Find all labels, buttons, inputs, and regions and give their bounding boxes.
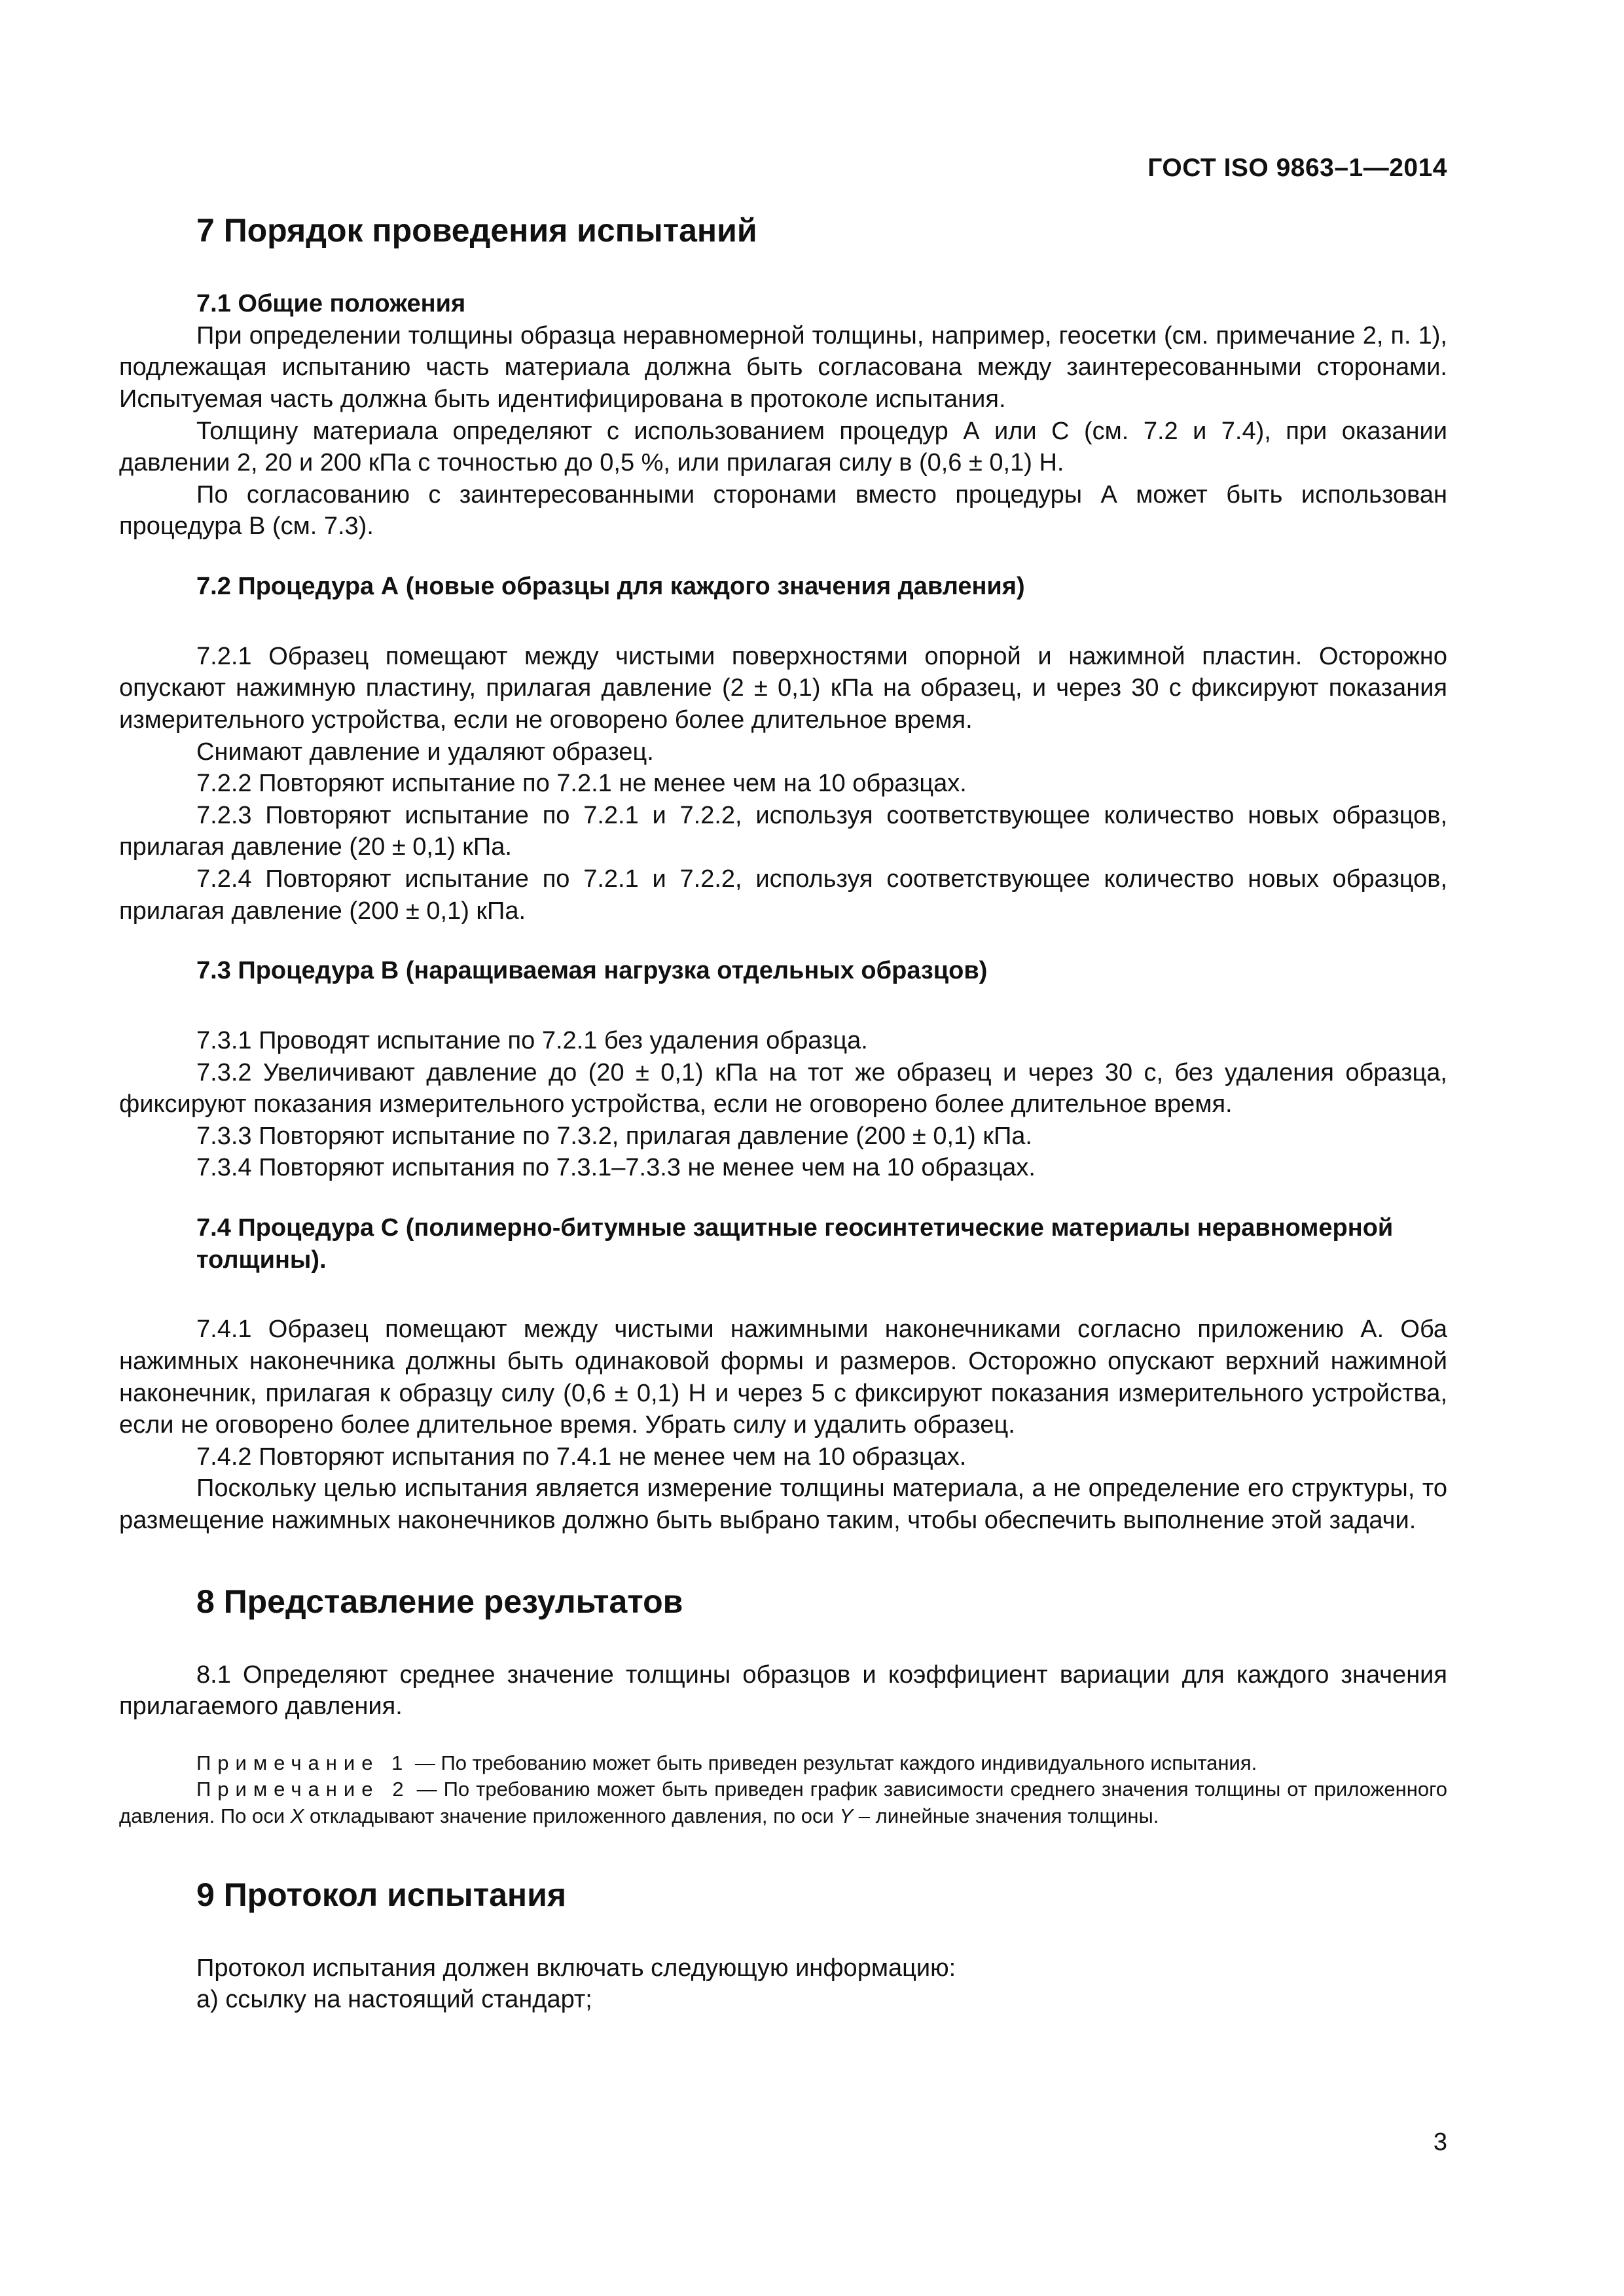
note-2-axis-y: Y <box>839 1804 854 1828</box>
section-9-paragraph-1: Протокол испытания должен включать следующую информацию: <box>196 1954 956 1982</box>
section-7-2-paragraph-5: 7.2.4 Повторяют испытание по 7.2.1 и 7.2.2, используя соответствующее количество новых образцов, прилагая давление (200 ± 0,1) кПа. <box>119 865 1447 925</box>
section-7-4-paragraph-1: 7.4.1 Образец помещают между чистыми нажимными наконечниками согласно приложению А. Оба нажимных наконечника должны быть одинаковой формы и размеров. Осторожно опускают верхний нажимной наконечник, прилагая к образцу силу (0,6 ± 0,1) Н и через 5 с фиксируют показания измерительного устройства, если не оговорено более длительное время. Убрать силу и удалить образец. <box>119 1316 1447 1439</box>
section-7-2-paragraph-3: 7.2.2 Повторяют испытание по 7.2.1 не менее чем на 10 образцах. <box>196 770 967 798</box>
note-1-label: Примечание 1 <box>196 1751 410 1774</box>
section-8-title: 8 Представление результатов <box>196 1583 683 1620</box>
section-7-2-paragraph-4: 7.2.3 Повторяют испытание по 7.2.1 и 7.2.2, используя соответствующее количество новых образцов, прилагая давление (20 ± 0,1) кПа. <box>119 801 1447 861</box>
section-7-2-title: 7.2 Процедура А (новые образцы для каждого значения давления) <box>196 573 1025 600</box>
note-2-text-b: откладывают значение приложенного давления, по оси <box>304 1804 840 1828</box>
section-7-2-paragraph-1: 7.2.1 Образец помещают между чистыми поверхностями опорной и нажимной пластин. Осторожно опускают нажимную пластину, прилагая давление (2 ± 0,1) кПа на образец, и через 30 с фиксируют показания измерительного устройства, если не оговорено более длительное время. <box>119 642 1447 734</box>
section-7-title: 7 Порядок проведения испытаний <box>196 212 757 249</box>
note-2-label: Примечание 2 <box>196 1778 410 1801</box>
section-7-1-paragraph-3: По согласованию с заинтересованными сторонами вместо процедуры А может быть использован процедура В (см. 7.3). <box>119 480 1447 541</box>
note-2-axis-x: X <box>290 1804 304 1828</box>
section-7-1-paragraph-2: Толщину материала определяют с использованием процедур А или С (см. 7.2 и 7.4), при оказании давлении 2, 20 и 200 кПа с точностью до 0,5 %, или прилагая силу в (0,6 ± 0,1) Н. <box>119 417 1447 477</box>
section-7-3-paragraph-4: 7.3.4 Повторяют испытания по 7.3.1–7.3.3 не менее чем на 10 образцах. <box>196 1154 1036 1182</box>
section-7-3-title: 7.3 Процедура В (наращиваемая нагрузка отдельных образцов) <box>196 957 988 985</box>
note-2 <box>119 1776 1447 1829</box>
section-7-1-paragraph-1: При определении толщины образца неравномерной толщины, например, геосетки (см. примечание 2, п. 1), подлежащая испытанию часть материала должна быть согласована между заинтересованными сторонами. Испытуемая часть должна быть идентифицирована в протоколе испытания. <box>119 321 1447 413</box>
section-7-2-paragraph-2: Снимают давление и удаляют образец. <box>196 738 654 766</box>
document-code: ГОСТ ISO 9863–1—2014 <box>1147 154 1447 182</box>
note-2-text-a: — По требованию может быть приведен график зависимости среднего значения толщины от приложенного давления. По оси <box>119 1778 1448 1828</box>
section-7-4-paragraph-3: Поскольку целью испытания является измерение толщины материала, а не определение его структуры, то размещение нажимных наконечников должно быть выбрано таким, чтобы обеспечить выполнение этой задачи. <box>119 1475 1447 1534</box>
section-7-1-title: 7.1 Общие положения <box>196 290 466 317</box>
page-content <box>119 213 1447 2016</box>
page-number: 3 <box>1433 2128 1447 2156</box>
section-7-4-title: 7.4 Процедура С (полимерно-битумные защитные геосинтетические материалы неравномерной толщины). <box>196 1214 1394 1274</box>
note-2-text-c: – линейные значения толщины. <box>853 1804 1159 1828</box>
section-7-4-paragraph-2: 7.4.2 Повторяют испытания по 7.4.1 не менее чем на 10 образцах. <box>196 1443 967 1471</box>
section-9-title: 9 Протокол испытания <box>196 1876 567 1913</box>
section-9-item-a: а) ссылку на настоящий стандарт; <box>196 1986 592 2014</box>
section-7-3-paragraph-3: 7.3.3 Повторяют испытание по 7.3.2, прилагая давление (200 ± 0,1) кПа. <box>196 1122 1032 1150</box>
section-8-paragraph-1: 8.1 Определяют среднее значение толщины образцов и коэффициент вариации для каждого значения прилагаемого давления. <box>119 1660 1447 1721</box>
section-7-3-paragraph-1: 7.3.1 Проводят испытание по 7.2.1 без удаления образца. <box>196 1026 868 1054</box>
section-7-3-paragraph-2: 7.3.2 Увеличивают давление до (20 ± 0,1) кПа на тот же образец и через 30 с, без удаления образца, фиксируют показания измерительного устройства, если не оговорено более длительное время. <box>119 1058 1447 1119</box>
note-1-text: — По требованию может быть приведен результат каждого индивидуального испытания. <box>409 1751 1257 1774</box>
note-1 <box>119 1750 1447 1777</box>
notes-block <box>119 1750 1447 1830</box>
